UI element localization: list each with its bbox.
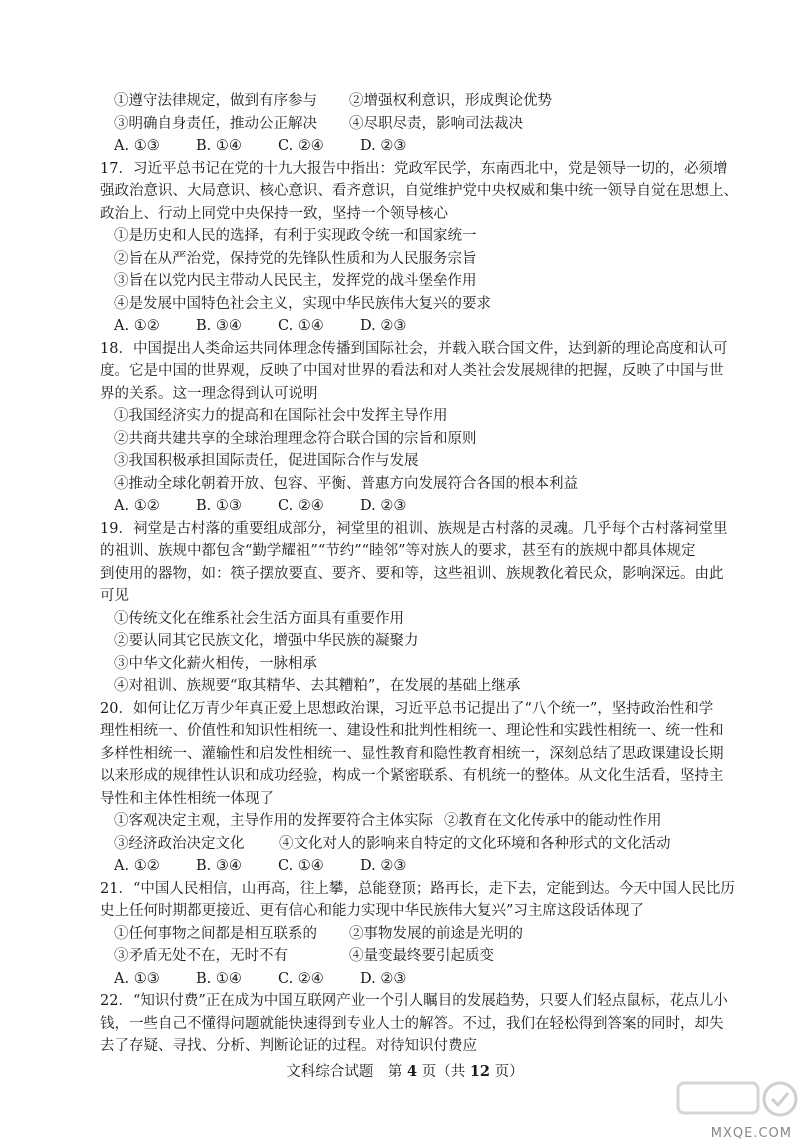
q18-stem-line: 度。它是中国的世界观，反映了中国对世界的看法和对人类社会发展规律的把握，反映了中国与世 bbox=[100, 363, 724, 379]
q18-stem-line: 18．中国提出人类命运共同体理念传播到国际社会，并载入联合国文件，达到新的理论高度和认可 bbox=[100, 340, 728, 357]
answer-b: B. ③④ bbox=[196, 318, 242, 334]
q22-stem-line: 去了存疑、寻找、分析、判断论证的过程。对待知识付费应 bbox=[100, 1038, 477, 1054]
q18-option-3: ③我国积极承担国际责任，促进国际合作与发展 bbox=[114, 453, 419, 469]
q21-option-1: ①任何事物之间都是相互联系的 bbox=[114, 925, 317, 942]
q18-option-1: ①我国经济实力的提高和在国际社会中发挥主导作用 bbox=[114, 408, 448, 424]
footer-total-pages: 12 bbox=[469, 1063, 490, 1080]
q20-option-2: ②教育在文化传承中的能动性作用 bbox=[444, 813, 662, 829]
q18-answers bbox=[100, 495, 720, 518]
q19-stem-line: 的祖训、族规中都包含“勤学耀祖”“节约”“睦邻”等对族人的要求，甚至有的族规中都具体规定 bbox=[100, 543, 696, 559]
answer-c: C. ②④ bbox=[278, 138, 324, 154]
footer-page-number: 4 bbox=[407, 1063, 418, 1080]
answer-b: B. ③④ bbox=[196, 858, 242, 874]
q21-options-row-1 bbox=[100, 923, 720, 946]
q20-stem-line: 导性和主体性相统一体现了 bbox=[100, 790, 274, 807]
answer-c: C. ①④ bbox=[278, 858, 324, 874]
answer-a: A. ①③ bbox=[114, 138, 160, 154]
q18-stem-line: 界的关系。这一理念得到认可说明 bbox=[100, 385, 318, 402]
q20-stem-line: 理性相统一、价值性和知识性相统一、建设性和批判性相统一、理论性和实践性相统一、统一性和 bbox=[100, 723, 724, 739]
q21-options-row-2 bbox=[100, 945, 720, 968]
q20-options-row-2 bbox=[100, 833, 720, 856]
q19-option-1: ①传统文化在维系社会生活方面具有重要作用 bbox=[114, 610, 404, 627]
q16-options-row-2 bbox=[100, 113, 720, 136]
footer-prefix: 文科综合试题 第 bbox=[286, 1064, 407, 1080]
q20-stem-line: 多样性相统一、灌输性和启发性相统一、显性教育和隐性教育相统一，深刻总结了思政课建设长期 bbox=[100, 745, 724, 762]
q16-options-row-1 bbox=[100, 90, 720, 113]
footer-middle: 页（共 bbox=[417, 1064, 470, 1080]
q18-option-4: ④推动全球化朝着开放、包容、平衡、普惠方向发展符合各国的根本利益 bbox=[114, 475, 578, 492]
answer-d: D. ②③ bbox=[360, 970, 407, 987]
q16-answers bbox=[100, 135, 720, 158]
answer-d: D. ②③ bbox=[360, 858, 407, 874]
answer-a: A. ①② bbox=[114, 498, 160, 514]
q20-option-4: ④文化对人的影响来自特定的文化环境和各种形式的文化活动 bbox=[279, 835, 671, 852]
q18-option-2: ②共商共建共享的全球治理理念符合联合国的宗旨和原则 bbox=[114, 430, 477, 447]
q19-option-2: ②要认同其它民族文化，增强中华民族的凝聚力 bbox=[114, 633, 419, 649]
answer-b: B. ①③ bbox=[196, 498, 242, 514]
q19-option-4: ④对祖训、族规要“取其精华、去其糟粕”，在发展的基础上继承 bbox=[114, 678, 521, 694]
q22-stem-line: 22．“知识付费”正在成为中国互联网产业一个引人瞩目的发展趋势，只要人们轻点鼠标，花点儿小 bbox=[100, 993, 728, 1009]
answer-d: D. ②③ bbox=[360, 138, 407, 154]
q21-stem-line: 21．“中国人民相信，山再高，往上攀，总能登顶；路再长，走下去，定能到达。今天中国人民比历 bbox=[100, 880, 735, 897]
q17-answers bbox=[100, 315, 720, 338]
answer-c: C. ①④ bbox=[278, 318, 324, 334]
answer-a: A. ①③ bbox=[114, 970, 160, 987]
q17-stem-line: 17．习近平总书记在党的十九大报告中指出：党政军民学，东南西北中，党是领导一切的，必须增 bbox=[100, 160, 728, 177]
answer-a: A. ①② bbox=[114, 858, 160, 874]
q16-option-2: ②增强权利意识，形成舆论优势 bbox=[349, 93, 552, 109]
q21-answers bbox=[100, 968, 720, 991]
footer-suffix: 页） bbox=[490, 1064, 524, 1080]
q17-option-1: ①是历史和人民的选择，有利于实现政令统一和国家统一 bbox=[114, 228, 477, 244]
answer-c: C. ②④ bbox=[278, 970, 324, 987]
q20-options-row-1 bbox=[100, 810, 720, 833]
answer-b: B. ①④ bbox=[196, 970, 242, 987]
q19-option-3: ③中华文化薪火相传，一脉相承 bbox=[114, 655, 317, 672]
q22-stem-line: 钱，一些自己不懂得问题就能快速得到专业人士的解答。不过，我们在轻松得到答案的同时，却失 bbox=[100, 1015, 724, 1032]
q20-option-3: ③经济政治决定文化 bbox=[114, 835, 245, 852]
q16-option-4: ④尽职尽责，影响司法裁决 bbox=[349, 115, 523, 132]
q17-stem-line: 政治上、行动上同党中央保持一致，坚持一个领导核心 bbox=[100, 205, 448, 222]
answer-c: C. ②④ bbox=[278, 498, 324, 514]
q20-stem-line: 20．如何让亿万青少年真正爱上思想政治课，习近平总书记提出了“八个统一”，坚持政治性和学 bbox=[100, 700, 714, 717]
q17-option-3: ③旨在以党内民主带动人民民主，发挥党的战斗堡垒作用 bbox=[114, 273, 477, 289]
q20-option-1: ①客观决定主观，主导作用的发挥要符合主体实际 bbox=[114, 813, 433, 829]
answer-d: D. ②③ bbox=[360, 498, 407, 514]
q19-stem-line: 19．祠堂是古村落的重要组成部分，祠堂里的祖训、族规是古村落的灵魂。几乎每个古村落祠堂里 bbox=[100, 520, 728, 537]
q20-stem-line: 以来形成的规律性认识和成功经验，构成一个紧密联系、有机统一的整体。从文化生活看，坚持主 bbox=[100, 768, 724, 784]
q20-answers bbox=[100, 855, 720, 878]
watermark-text: MXQE.COM bbox=[710, 1126, 792, 1141]
answer-d: D. ②③ bbox=[360, 318, 407, 334]
answer-a: A. ①② bbox=[114, 318, 160, 334]
q21-option-3: ③矛盾无处不在，无时不有 bbox=[114, 948, 288, 964]
q16-option-1: ①遵守法律规定，做到有序参与 bbox=[114, 93, 317, 109]
q16-option-3: ③明确自身责任，推动公正解决 bbox=[114, 115, 317, 132]
q17-option-4: ④是发展中国特色社会主义，实现中华民族伟大复兴的要求 bbox=[114, 295, 491, 312]
q19-stem-line: 到使用的器物，如：筷子摆放要直、要齐、要和等，这些祖训、族规教化着民众，影响深远。由此 bbox=[100, 565, 724, 582]
answer-b: B. ①④ bbox=[196, 138, 242, 154]
q17-option-2: ②旨在从严治党，保持党的先锋队性质和为人民服务宗旨 bbox=[114, 250, 477, 267]
q19-stem-line: 可见 bbox=[100, 588, 129, 604]
q21-option-4: ④量变最终要引起质变 bbox=[349, 948, 494, 964]
q21-option-2: ②事物发展的前途是光明的 bbox=[349, 925, 523, 942]
exam-content bbox=[100, 90, 738, 1058]
q17-stem-line: 强政治意识、大局意识、核心意识、看齐意识，自觉维护党中央权威和集中统一领导自觉在思想上、 bbox=[100, 183, 738, 199]
q21-stem-line: 史上任何时期都更接近、更有信心和能力实现中华民族伟大复兴”习主席这段话体现了 bbox=[100, 903, 644, 919]
